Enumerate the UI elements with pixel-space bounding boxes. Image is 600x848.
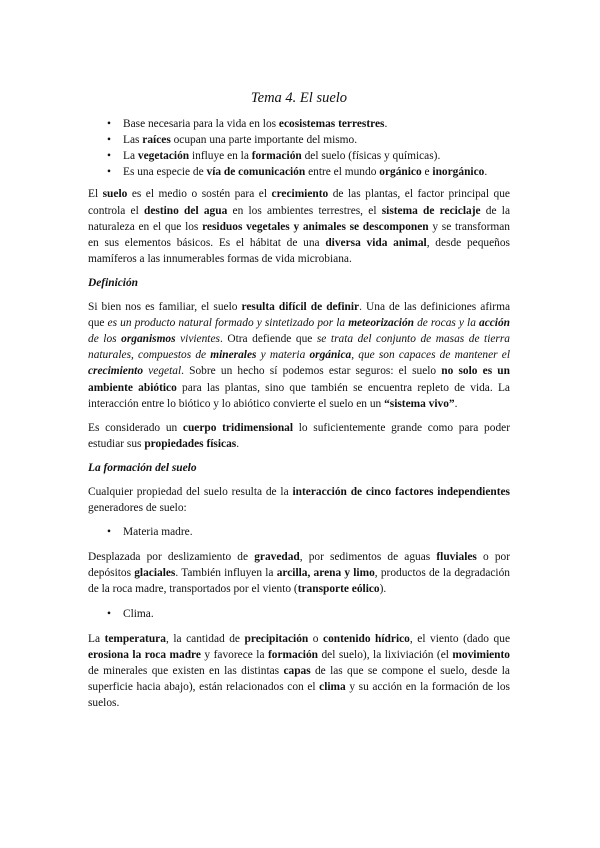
document-page	[88, 90, 510, 719]
list-item: • Las raíces ocupan una parte importante del mismo.	[123, 132, 510, 148]
definicion-heading: Definición	[88, 276, 138, 289]
formacion-paragraph: Cualquier propiedad del suelo resulta de la interacción de cinco factores independientes generadores de suelo:	[88, 485, 510, 515]
page-title: Tema 4. El suelo	[250, 90, 348, 106]
intro-bullet-list	[88, 116, 510, 180]
list-item: • Materia madre.	[123, 524, 510, 540]
factor-clima	[88, 606, 510, 622]
formacion-heading: La formación del suelo	[88, 461, 197, 474]
list-item: • Clima.	[123, 606, 510, 622]
materia-madre-paragraph: Desplazada por deslizamiento de gravedad, por sedimentos de aguas fluviales o por depósitos glaciales. También influyen la arcilla, arena y limo, productos de la degradación de la roca madre, transportados por el viento (transporte eólico).	[88, 551, 510, 596]
tridimensional-paragraph: Es considerado un cuerpo tridimensional lo suficientemente grande como para poder estudiar sus propiedades físicas.	[88, 421, 510, 450]
list-item: • La vegetación influye en la formación del suelo (físicas y químicas).	[123, 148, 510, 164]
definicion-paragraph: Si bien nos es familiar, el suelo resulta difícil de definir. Una de las definiciones afirma que es un producto natural formado y sintetizado por la meteorización de rocas y la acción de los organismos vivientes. Otra defiende que se trata del conjunto de masas de tierra naturales, compuestos de minerales y materia orgánica, que son capaces de mantener el crecimiento vegetal. Sobre un hecho sí podemos estar seguros: el suelo no solo es un ambiente abiótico para las plantas, sino que también se encuentra repleto de vida. La interacción entre lo biótico y lo abiótico convierte el suelo en un “sistema vivo”.	[88, 301, 511, 410]
factor-materia-madre	[88, 524, 510, 540]
clima-paragraph: La temperatura, la cantidad de precipitación o contenido hídrico, el viento (dado que erosiona la roca madre y favorece la formación del suelo), la lixiviación (el movimiento de minerales que existen en las distintas capas de las que se compone el suelo, desde la superficie hacia abajo), están relacionados con el clima y su acción en la formación de los suelos.	[88, 632, 510, 709]
list-item: • Es una especie de vía de comunicación entre el mundo orgánico e inorgánico.	[123, 164, 510, 180]
intro-paragraph: El suelo es el medio o sostén para el crecimiento de las plantas, el factor principal que controla el destino del agua en los ambientes terrestres, el sistema de reciclaje de la naturaleza en el que los residuos vegetales y animales se descomponen y se transforman en sus elementos básicos. Es el hábitat de una diversa vida animal, desde pequeños mamíferos a las innumerables formas de vida microbiana.	[88, 188, 511, 265]
list-item: • Base necesaria para la vida en los ecosistemas terrestres.	[123, 116, 510, 132]
